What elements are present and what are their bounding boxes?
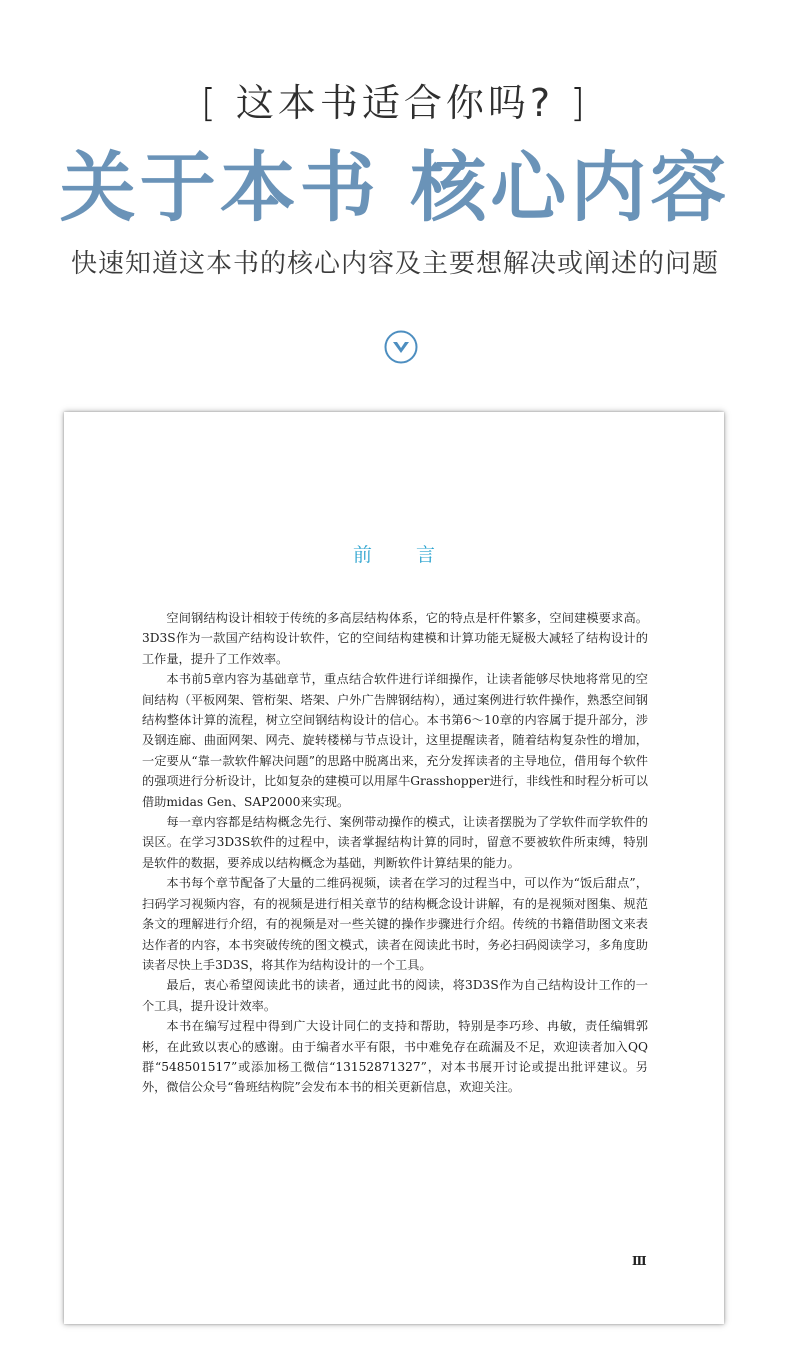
paragraph: 最后，衷心希望阅读此书的读者，通过此书的阅读，将3D3S作为自己结构设计工作的一个工具，提升设计效率。 [142,978,648,1013]
paragraph: 本书每个章节配备了大量的二维码视频，读者在学习的过程当中，可以作为“饭后甜点”，扫码学习视频内容，有的视频是进行相关章节的结构概念设计讲解，有的是视频对图集、规范条文的理解进行介绍，有的视频是对一些关键的操作步骤进行介绍。传统的书籍借助图文来表达作者的内容，本书突破传统的图文模式，读者在阅读此书时，务必扫码阅读学习，多角度助读者尽快上手3D3S，将其作为结构设计的一个工具。 [142,876,648,972]
preface-body [142,608,648,1098]
paragraph: 每一章内容都是结构概念先行、案例带动操作的模式，让读者摆脱为了学软件而学软件的误区。在学习3D3S软件的过程中，读者掌握结构计算的同时，留意不要被软件所束缚，特别是软件的数据，要养成以结构概念为基础，判断软件计算结果的能力。 [142,815,648,870]
question-text: 这本书适合你吗? [235,81,555,125]
paragraph: 本书在编写过程中得到广大设计同仁的支持和帮助，特别是李巧珍、冉敏，责任编辑郭彬，在此致以衷心的感谢。由于编者水平有限，书中难免存在疏漏及不足，欢迎读者加入QQ群“548501517”或添加杨工微信“13152871327”，对本书展开讨论或提出批评建议。另外，微信公众号“鲁班结构院”会发布本书的相关更新信息，欢迎关注。 [142,1019,648,1095]
main-title: 关于本书 核心内容 [59,143,731,232]
paragraph: 本书前5章内容为基础章节，重点结合软件进行详细操作，让读者能够尽快地将常见的空间结构（平板网架、管桁架、塔架、户外广告牌钢结构），通过案例进行软件操作，熟悉空间钢结构整体计算的流程，树立空间钢结构设计的信心。本书第6～10章的内容属于提升部分，涉及钢连廊、曲面网架、网壳、旋转楼梯与节点设计，这里提醒读者，随着结构复杂性的增加，一定要从“靠一款软件解决问题”的思路中脱离出来，充分发挥读者的主导地位，借用每个软件的强项进行分析设计，比如复杂的建模可以用犀牛Grasshopper进行，非线性和时程分析可以借助midas Gen、SAP2000来实现。 [142,672,648,809]
page-number: Ⅲ [632,1254,647,1268]
section-question [0,78,790,128]
preface-heading: 前言 [352,544,479,566]
paragraph: 空间钢结构设计相较于传统的多高层结构体系，它的特点是杆件繁多，空间建模要求高。3D3S作为一款国产结构设计软件，它的空间结构建模和计算功能无疑极大减轻了结构设计的工作量，提升了工作效率。 [142,611,648,666]
chevron-down-circle-icon[interactable] [384,330,418,364]
bracket-close: ] [570,81,589,125]
book-page [64,412,724,1324]
subtitle: 快速知道这本书的核心内容及主要想解决或阐述的问题 [70,249,719,279]
bracket-open: [ [200,81,220,125]
